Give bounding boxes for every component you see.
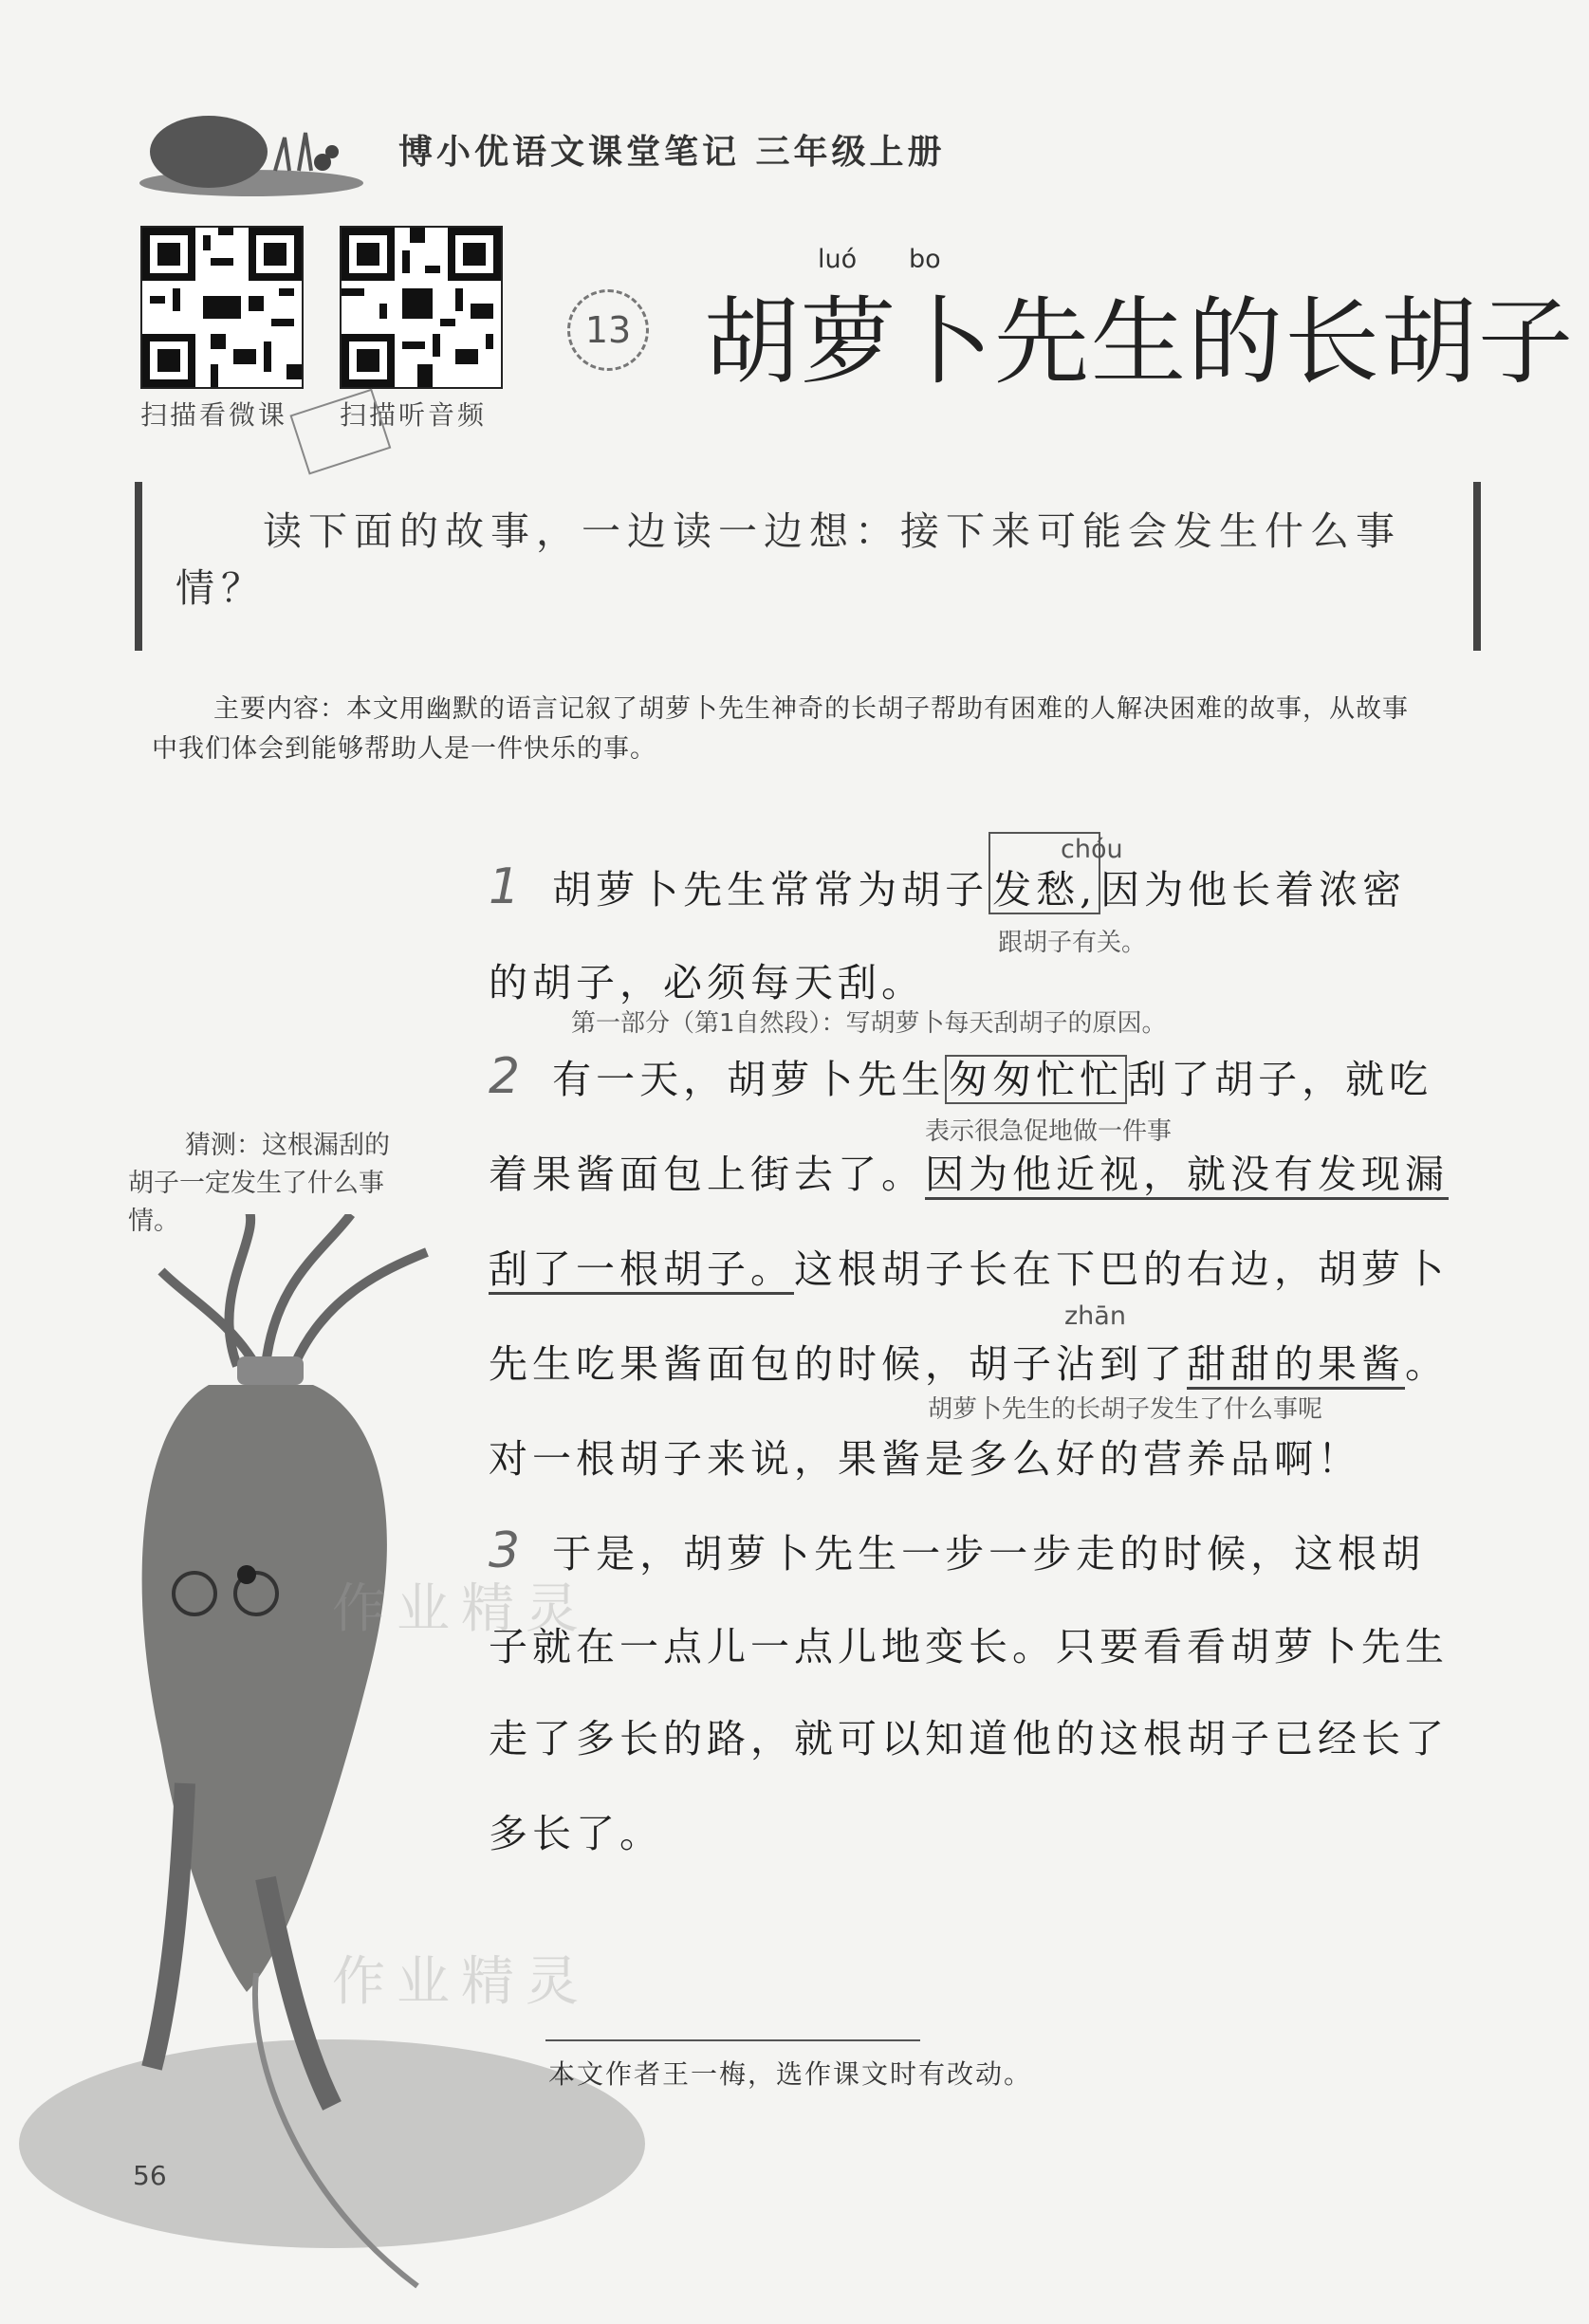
- annotation-question: 胡萝卜先生的长胡子发生了什么事呢: [928, 1395, 1323, 1424]
- lesson-number: 13: [567, 289, 649, 371]
- p1-text-b: 因为他长着浓密: [1100, 867, 1407, 913]
- annotation-hurry: 表示很急促地做一件事: [925, 1117, 1173, 1146]
- annotation-part-one: 第一部分（第1自然段）：写胡萝卜每天刮胡子的原因。: [571, 1009, 1167, 1038]
- author-footnote: 本文作者王一梅，选作课文时有改动。: [548, 2058, 1033, 2090]
- p2-l3-text: 这根胡子长在下巴的右边，胡萝卜: [794, 1246, 1449, 1292]
- p2-line-2: [489, 1143, 1449, 1199]
- p1-text-a: 胡萝卜先生常常为胡子: [552, 867, 989, 913]
- qr-video-caption: 扫描看微课: [140, 399, 288, 431]
- p1-line-2: 的胡子，必须每天刮。: [489, 960, 925, 1005]
- paragraph-number-3: 3: [489, 1522, 521, 1579]
- p2-text-a: 有一天，胡萝卜先生: [552, 1057, 946, 1102]
- watermark-text: 作业精灵: [332, 1951, 590, 2013]
- pinyin-bo: bo: [909, 245, 941, 274]
- header-logo-illustration: [133, 100, 370, 203]
- p2-l2-text: 着果酱面包上街去了。: [489, 1152, 925, 1197]
- instruction-left-bar: [135, 482, 142, 651]
- instruction-right-bar: [1473, 482, 1481, 651]
- p2-line-1: [489, 1048, 1432, 1105]
- page-number: 56: [133, 2160, 167, 2191]
- footnote-rule: [545, 2039, 920, 2041]
- p2-l4-underlined: 甜甜的果酱: [1187, 1341, 1405, 1390]
- boxed-word-congcongmangmang: 匆匆忙忙: [945, 1055, 1127, 1104]
- p3-line-3: 走了多长的路，就可以知道他的这根胡子已经长了: [489, 1716, 1449, 1761]
- watermark-text: 作业精灵: [332, 1578, 590, 1640]
- p2-l3-underlined: 刮了一根胡子。: [489, 1246, 794, 1295]
- qr-audio-caption: 扫描听音频: [340, 399, 488, 431]
- p2-l2-underlined: 因为他近视，就没有发现漏: [925, 1152, 1449, 1200]
- p3-line-2: 子就在一点儿一点儿地变长。只要看看胡萝卜先生: [489, 1624, 1449, 1669]
- lesson-title: 胡萝卜先生的长胡子: [704, 286, 1575, 397]
- p3-l1-text: 于是，胡萝卜先生一步一步走的时候，这根胡: [552, 1531, 1426, 1577]
- header-title: 博小优语文课堂笔记 三年级上册: [398, 132, 946, 172]
- p3-line-4: 多长了。: [489, 1811, 663, 1856]
- paragraph-number-1: 1: [489, 858, 521, 915]
- pinyin-luo: luó: [818, 245, 858, 274]
- p2-l4-text-c: 到了: [1099, 1341, 1187, 1387]
- pinyin-zhan: zhān: [1064, 1301, 1126, 1331]
- p1-line-1: [489, 858, 1406, 915]
- qr-code-video[interactable]: [140, 226, 304, 389]
- p2-l4-text-a: 先生吃果酱面包的时候，胡子: [489, 1341, 1056, 1387]
- boxed-word-fachou: 发愁,: [989, 832, 1100, 914]
- pinyin-chou: chóu: [1061, 835, 1123, 864]
- qr-code-audio[interactable]: [340, 226, 503, 389]
- p2-l4-zhan: 沾: [1056, 1341, 1099, 1387]
- annotation-related-to-beard: 跟胡子有关。: [998, 929, 1147, 957]
- carrot-character-illustration: [19, 1214, 702, 2324]
- side-note-guess: 猜测：这根漏刮的胡子一定发生了什么事情。: [128, 1131, 390, 1236]
- p2-text-b: 刮了胡子，就吃: [1127, 1057, 1433, 1102]
- reading-instruction: 读下面的故事，一边读一边想：接下来可能会发生什么事情？: [176, 508, 1401, 611]
- main-content-summary: 主要内容：本文用幽默的语言记叙了胡萝卜先生神奇的长胡子帮助有困难的人解决困难的故事，从故事中我们体会到能够帮助人是一件快乐的事。: [152, 694, 1409, 764]
- p2-line-5: 对一根胡子来说，果酱是多么好的营养品啊！: [489, 1436, 1361, 1482]
- paragraph-number-2: 2: [489, 1048, 521, 1105]
- p2-l4-period: 。: [1405, 1341, 1449, 1387]
